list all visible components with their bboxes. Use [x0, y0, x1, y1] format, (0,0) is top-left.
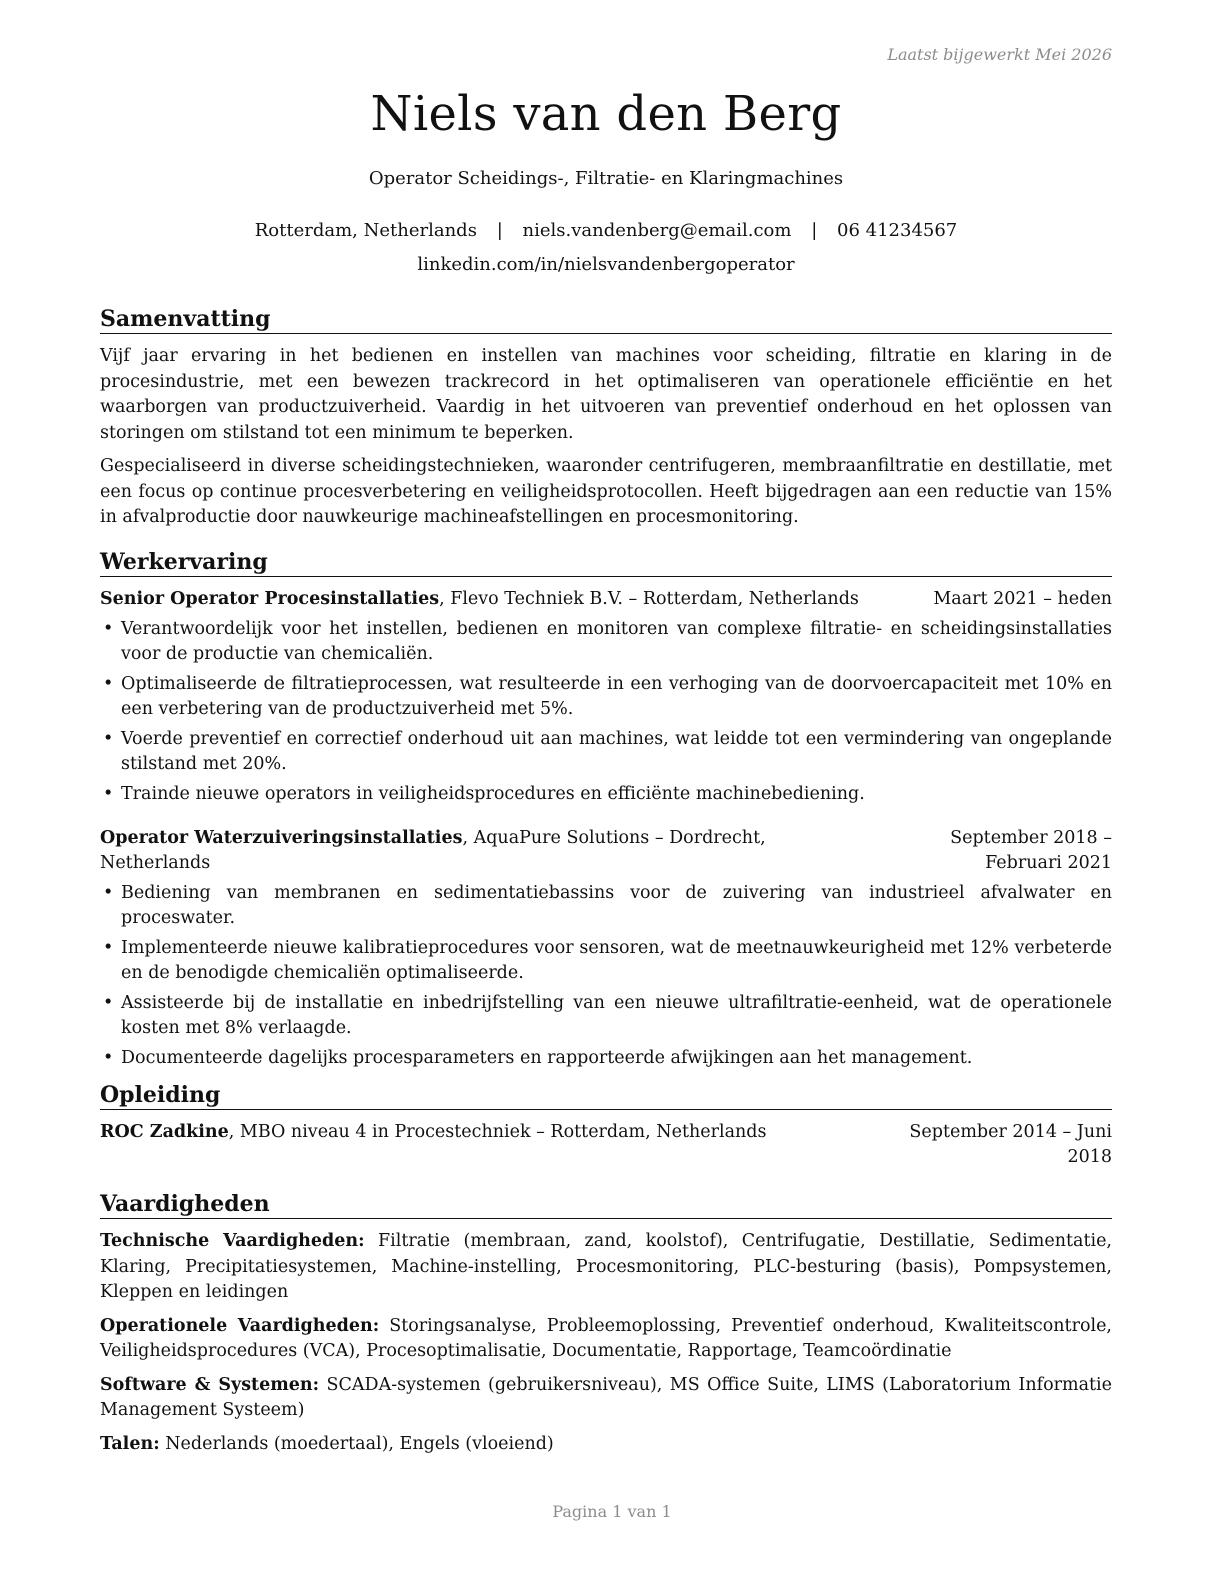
skill-text: Nederlands (moedertaal), Engels (vloeiend)	[159, 1433, 554, 1454]
skill-label: Talen:	[100, 1433, 160, 1454]
summary-paragraph: Vijf jaar ervaring in het bedienen en instellen van machines voor scheiding, filtratie en klaring in de procesindustrie, met een bewezen trackrecord in het optimaliseren van operationele efficiëntie en het waarborgen van productzuiverheid. Vaardig in het uitvoeren van preventief onderhoud en het oplossen van storingen om stilstand tot een minimum te beperken.	[100, 346, 1112, 443]
experience-section	[100, 549, 1112, 1076]
summary-section	[100, 306, 1112, 539]
job-dates: Maart 2021 – heden	[933, 589, 1112, 609]
job-title-company	[100, 826, 877, 876]
linkedin-link[interactable]: linkedin.com/in/nielsvandenbergoperator	[417, 254, 795, 275]
list-item	[100, 936, 1112, 986]
skill-group	[100, 1432, 1112, 1458]
bullet-icon: •	[103, 993, 114, 1013]
job-title-company	[100, 587, 859, 612]
section-title: Werkervaring	[100, 549, 1112, 577]
section-title: Samenvatting	[100, 306, 1112, 334]
job-header	[100, 587, 1112, 612]
bullet-text: Verantwoordelijk voor het instellen, bedienen en monitoren van complexe filtratie- en scheidingsinstallaties voor de productie van chemicaliën.	[121, 619, 1112, 664]
skill-label: Operationele Vaardigheden:	[100, 1315, 380, 1336]
education-school-degree	[100, 1120, 766, 1145]
list-item	[100, 617, 1112, 667]
bullet-icon: •	[103, 938, 114, 958]
bullet-icon: •	[103, 784, 114, 804]
bullet-icon: •	[103, 883, 114, 903]
job-company: , AquaPure Solutions – Dordrecht, Netherlands	[100, 828, 766, 873]
bullet-text: Trainde nieuwe operators in veiligheidsprocedures en efficiënte machinebediening.	[121, 784, 865, 804]
list-item	[100, 672, 1112, 722]
job-company: , Flevo Techniek B.V. – Rotterdam, Netherlands	[439, 589, 859, 609]
bullet-icon: •	[103, 619, 114, 639]
education-entry	[100, 1120, 1112, 1170]
job-entry	[100, 587, 1112, 807]
bullet-text: Bediening van membranen en sedimentatiebassins voor de zuivering van industrieel afvalwater en proceswater.	[121, 883, 1112, 928]
email-link[interactable]: niels.vandenberg@email.com	[522, 220, 792, 241]
skill-group	[100, 1373, 1112, 1424]
bullet-text: Voerde preventief en correctief onderhoud uit aan machines, wat leidde tot een vermindering van ongeplande stilstand met 20%.	[121, 729, 1112, 774]
school-name: ROC Zadkine	[100, 1122, 229, 1142]
degree: , MBO niveau 4 in Procestechniek – Rotterdam, Netherlands	[228, 1122, 767, 1142]
skill-text: Storingsanalyse, Probleemoplossing, Preventief onderhoud, Kwaliteitscontrole, Veiligheidsprocedures (VCA), Procesoptimalisatie, Documentatie, Rapportage, Teamcoördinatie	[100, 1315, 1112, 1361]
skill-group	[100, 1229, 1112, 1306]
summary-paragraph: Gespecialiseerd in diverse scheidingstechnieken, waaronder centrifugeren, membraanfiltratie en destillatie, met een focus op continue procesverbetering en veiligheidsprotocollen. Heeft bijgedragen aan een reductie van 15% in afvalproductie door nauwkeurige machineafstellingen en procesmonitoring.	[100, 456, 1112, 527]
bullet-icon: •	[103, 729, 114, 749]
bullet-icon: •	[103, 1048, 114, 1068]
job-entry	[100, 826, 1112, 1071]
list-item	[100, 727, 1112, 777]
list-item	[100, 782, 1112, 807]
bullet-icon: •	[103, 674, 114, 694]
bullet-text: Documenteerde dagelijks procesparameters en rapporteerde afwijkingen aan het management.	[121, 1048, 973, 1068]
job-role: Senior Operator Procesinstallaties	[100, 589, 440, 609]
phone-number[interactable]: 06 41234567	[837, 220, 958, 241]
list-item	[100, 1046, 1112, 1071]
job-dates: September 2018 – Februari 2021	[950, 828, 1112, 873]
contact-line	[100, 220, 1112, 241]
education-dates: September 2014 – Juni 2018	[909, 1122, 1112, 1167]
skill-text: SCADA-systemen (gebruikersniveau), MS Office Suite, LIMS (Laboratorium Informatie Management Systeem)	[100, 1374, 1112, 1420]
section-title: Opleiding	[100, 1082, 1112, 1110]
bullet-text: Optimaliseerde de filtratieprocessen, wat resulteerde in een verhoging van de doorvoercapaciteit met 10% en een verbetering van de productzuiverheid met 5%.	[121, 674, 1112, 719]
candidate-name: Niels van den Berg	[370, 86, 842, 142]
list-item	[100, 991, 1112, 1041]
bullet-text: Assisteerde bij de installatie en inbedrijfstelling van een nieuwe ultrafiltratie-eenheid, wat de operationele kosten met 8% verlaagde.	[121, 993, 1112, 1038]
location: Rotterdam, Netherlands	[254, 220, 477, 241]
job-bullets	[100, 881, 1112, 1071]
skills-section	[100, 1191, 1112, 1465]
section-title: Vaardigheden	[100, 1191, 1112, 1219]
job-title: Operator Scheidings-, Filtratie- en Klaringmachines	[368, 168, 844, 189]
skill-label: Software & Systemen:	[100, 1374, 320, 1395]
skill-group	[100, 1314, 1112, 1365]
skill-label: Technische Vaardigheden:	[100, 1231, 365, 1251]
bullet-text: Implementeerde nieuwe kalibratieprocedures voor sensoren, wat de meetnauwkeurigheid met 12% verbeterde en de benodigde chemicaliën optimaliseerde.	[121, 938, 1112, 983]
last-updated: Laatst bijgewerkt Mei 2026	[887, 45, 1112, 64]
separator: |	[811, 220, 818, 241]
job-bullets	[100, 617, 1112, 807]
separator: |	[496, 220, 503, 241]
job-role: Operator Waterzuiveringsinstallaties	[100, 828, 463, 848]
education-section	[100, 1082, 1112, 1170]
list-item	[100, 881, 1112, 931]
skill-text: Filtratie (membraan, zand, koolstof), Centrifugatie, Destillatie, Sedimentatie, Klaring, Precipitatiesystemen, Machine-instelling, Procesmonitoring, PLC-besturing (basis), Pompsystemen, Kleppen en leidingen	[100, 1231, 1112, 1302]
job-header	[100, 826, 1112, 876]
page-number: Pagina 1 van 1	[552, 1502, 672, 1521]
